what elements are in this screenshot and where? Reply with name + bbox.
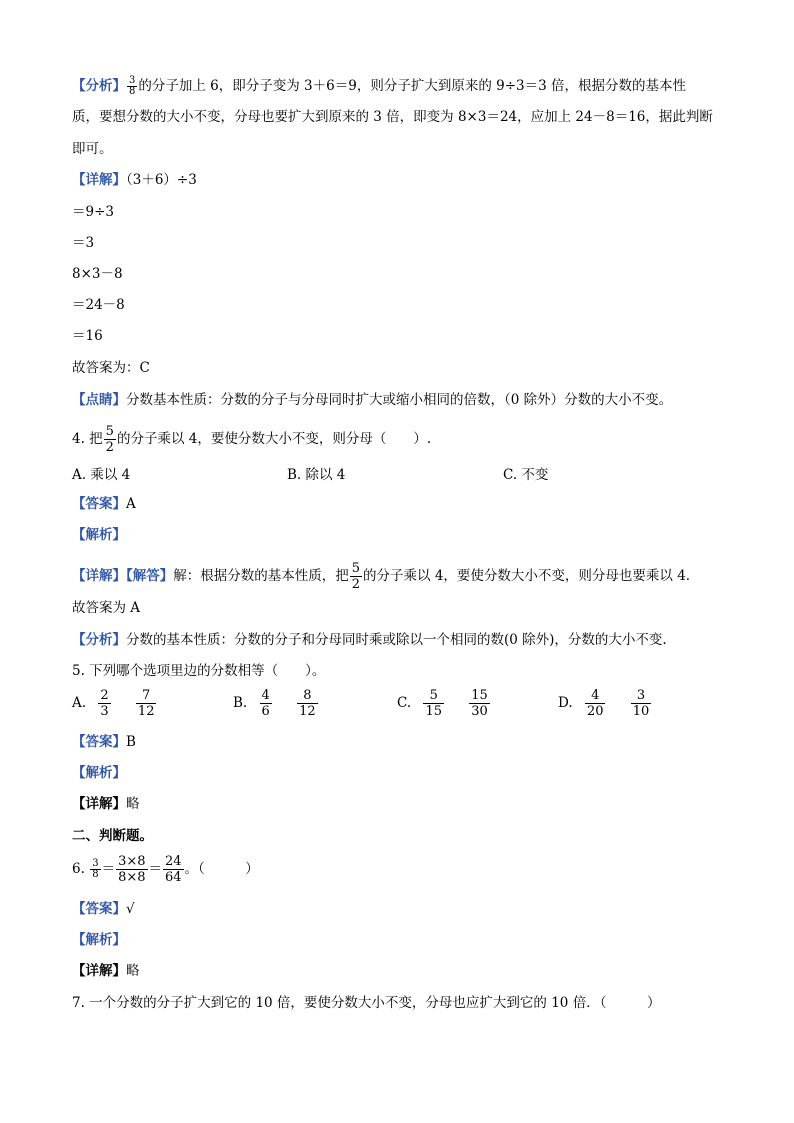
answer-line: 【答案】A	[72, 496, 136, 512]
detail-expr: （3＋6）÷3	[126, 172, 197, 188]
point-line	[72, 391, 672, 409]
answer-tag: 【答案】	[72, 734, 126, 750]
option-d: D. $\frac{4}{20}$ $\frac{3}{10}$	[558, 688, 650, 719]
point-text: 分数基本性质：分数的分子与分母同时扩大或缩小相同的倍数，（0 除外）分数的大小不变。	[126, 392, 673, 408]
question-7-stem: 7. 一个分数的分子扩大到它的 10 倍，要使分数大小不变，分母也应扩大到它的 10 倍．（ ）	[72, 995, 661, 1011]
option-c: C. $\frac{5}{15}$ $\frac{15}{30}$	[397, 688, 488, 719]
detail-line: 【详解】【解答】解：根据分数的基本性质，把 $\frac{5}{2}$ 的分子乘以 4，要使分数大小不变，则分母也要乘以 4.	[72, 561, 691, 592]
detail-tag: 【详解】【解答】	[72, 568, 174, 584]
conclusion-line: 故答案为 A	[72, 600, 141, 616]
question-5-stem: 5. 下列哪个选项里边的分数相等（ ）。	[72, 663, 326, 679]
analysis-line	[72, 526, 126, 544]
fraction: $\frac{4}{20}$	[586, 688, 604, 719]
analysis-tag: 【分析】	[72, 78, 126, 94]
question-6-stem: 6. $\frac{3}{8}$ ＝ $\frac{3\times 8}{8\times 8}$ ＝ $\frac{24}{64}$ 。（ ）	[72, 854, 259, 885]
point-tag: 【点睛】	[72, 392, 126, 408]
calc-step: ＝16	[72, 328, 103, 344]
option-b: B. $\frac{4}{6}$ $\frac{8}{12}$	[233, 688, 316, 719]
fraction: $\frac{3\times 8}{8\times 8}$	[118, 854, 146, 885]
calc-step: ＝9÷3	[72, 204, 114, 220]
question-4-stem: 4. 把 $\frac{5}{2}$ 的分子乘以 4，要使分数大小不变，则分母（ ）.	[72, 424, 432, 455]
detail-tag: 【详解】	[72, 963, 126, 979]
calc-step: 8×3－8	[72, 266, 123, 282]
fraction: $\frac{8}{12}$	[299, 688, 316, 719]
answer-tag: 【答案】	[72, 496, 126, 512]
answer-line: 【答案】B	[72, 734, 136, 750]
fraction: $\frac{3}{8}$	[92, 858, 99, 880]
analysis-text-1: 的分子加上 6，即分子变为 3＋6＝9，则分子扩大到原来的 9÷3＝3 倍，根据分数的基本性	[138, 78, 686, 94]
fraction: $\frac{2}{3}$	[100, 688, 109, 719]
fraction: $\frac{5}{15}$	[425, 688, 442, 719]
answer-line: 【答案】√	[72, 901, 135, 917]
option-c: C. 不变	[503, 467, 549, 483]
section-title: 二、判断题。	[72, 828, 153, 844]
fraction: $\frac{5}{2}$	[351, 561, 361, 592]
fraction: $\frac{5}{2}$	[105, 424, 114, 455]
calc-step: ＝24－8	[72, 297, 125, 313]
detail-line: 【详解】略	[72, 796, 140, 812]
option-a: A. 乘以 4	[72, 467, 131, 483]
detail-tag: 【详解】	[72, 796, 126, 812]
analysis-line-2: 质，要想分数的大小不变，分母也要扩大到原来的 3 倍，即变为 8×3＝24，应加上 24－8＝16，据此判断	[72, 109, 713, 125]
answer-line: 故答案为：C	[72, 360, 150, 376]
analysis-line	[72, 931, 126, 949]
calc-step: ＝3	[72, 235, 95, 251]
analysis-tag: 【解析】	[72, 765, 126, 781]
fraction: $\frac{24}{64}$	[165, 854, 182, 885]
fraction: $\frac{15}{30}$	[471, 688, 488, 719]
analysis-line	[72, 764, 126, 782]
analysis-line-1	[72, 76, 686, 97]
fraction: $\frac{4}{6}$	[261, 688, 270, 719]
detail-line: 【详解】略	[72, 963, 140, 979]
fraction: $\frac{3}{8}$	[129, 75, 136, 97]
analysis-line: 【分析】分数的基本性质：分数的分子和分母同时乘或除以一个相同的数(0 除外)，分数的大小不变.	[72, 632, 667, 648]
answer-tag: 【答案】	[72, 901, 126, 917]
option-a: A. $\frac{2}{3}$ $\frac{7}{12}$	[72, 688, 155, 719]
detail-line	[72, 171, 197, 189]
fraction: $\frac{3}{10}$	[632, 688, 650, 719]
option-b: B. 除以 4	[287, 467, 346, 483]
fraction: $\frac{7}{12}$	[137, 688, 155, 719]
analysis-tag: 【分析】	[72, 632, 126, 648]
detail-tag: 【详解】	[72, 172, 126, 188]
analysis-line-3: 即可。	[72, 141, 113, 157]
analysis-tag: 【解析】	[72, 932, 126, 948]
analysis-tag: 【解析】	[72, 527, 126, 543]
